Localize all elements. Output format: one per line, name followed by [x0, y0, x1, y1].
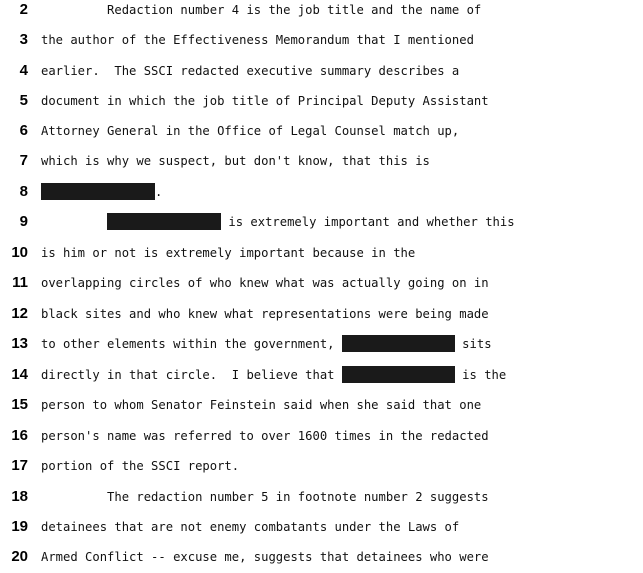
line-number: 8: [19, 183, 28, 200]
line-text: [41, 390, 481, 420]
line-number: 6: [19, 122, 28, 139]
redaction-bar: [41, 183, 155, 200]
text-segment: The redaction number 5 in footnote number 2 suggests: [41, 490, 489, 504]
redaction-bar: [342, 335, 455, 352]
redaction-bar: [107, 213, 221, 230]
text-segment: Redaction number 4 is the job title and the name of: [41, 3, 482, 17]
line-text: [41, 25, 474, 55]
line-text: [41, 56, 459, 86]
line-number: 9: [19, 213, 28, 230]
transcript-line: [0, 268, 643, 298]
text-segment: detainees that are not enemy combatants under the Laws of: [41, 520, 460, 534]
line-text: [41, 0, 481, 25]
line-number: 14: [11, 366, 28, 383]
transcript-line: [0, 360, 643, 390]
line-text: [41, 451, 239, 481]
line-number: 11: [12, 274, 28, 291]
line-text: [41, 329, 492, 359]
line-number: 10: [11, 244, 28, 261]
text-segment: .: [155, 185, 163, 199]
text-segment: person's name was referred to over 1600 times in the redacted: [41, 429, 489, 443]
text-segment: Armed Conflict -- excuse me, suggests that detainees who were: [41, 550, 489, 564]
line-text: [41, 542, 489, 572]
text-segment: overlapping circles of who knew what was actually going on in: [41, 276, 489, 290]
line-text: [41, 177, 162, 207]
text-segment: which is why we suspect, but don't know, that this is: [41, 154, 430, 168]
transcript-line: [0, 0, 643, 25]
line-text: [41, 238, 415, 268]
line-number: 2: [19, 1, 28, 18]
line-number: 19: [11, 518, 28, 535]
line-text: [41, 116, 459, 146]
text-segment: sits: [454, 337, 492, 351]
transcript-line: [0, 207, 643, 237]
transcript-line: [0, 56, 643, 86]
transcript-line: [0, 512, 643, 542]
transcript-line: [0, 177, 643, 207]
transcript-line: [0, 86, 643, 116]
text-segment: black sites and who knew what representations were being made: [41, 307, 489, 321]
line-number: 17: [11, 457, 28, 474]
transcript-line: [0, 299, 643, 329]
line-number: 7: [19, 152, 28, 169]
text-segment: [41, 215, 107, 229]
text-segment: the author of the Effectiveness Memorandum that I mentioned: [41, 33, 474, 47]
text-segment: to other elements within the government,: [41, 337, 342, 351]
transcript-line: [0, 482, 643, 512]
line-number: 20: [11, 548, 28, 565]
line-text: [41, 512, 459, 542]
transcript-line: [0, 329, 643, 359]
line-number: 12: [11, 305, 28, 322]
text-segment: directly in that circle. I believe that: [41, 368, 342, 382]
line-number: 15: [11, 396, 28, 413]
text-segment: is him or not is extremely important because in the: [41, 246, 416, 260]
transcript-line: [0, 451, 643, 481]
line-text: [41, 268, 489, 298]
line-text: [41, 146, 430, 176]
line-text: [41, 207, 515, 237]
line-text: [41, 421, 489, 451]
line-text: [41, 299, 489, 329]
line-number: 16: [11, 427, 28, 444]
text-segment: is extremely important and whether this: [221, 215, 515, 229]
transcript-line: [0, 25, 643, 55]
transcript-line: [0, 238, 643, 268]
line-number: 18: [11, 488, 28, 505]
line-number: 5: [19, 92, 28, 109]
text-segment: earlier. The SSCI redacted executive summary describes a: [41, 64, 460, 78]
text-segment: person to whom Senator Feinstein said when she said that one: [41, 398, 482, 412]
line-number: 3: [19, 31, 28, 48]
transcript-line: [0, 390, 643, 420]
line-text: [41, 482, 489, 512]
line-text: [41, 360, 506, 390]
line-text: [41, 86, 489, 116]
redaction-bar: [342, 366, 455, 383]
text-segment: document in which the job title of Principal Deputy Assistant: [41, 94, 489, 108]
line-number: 4: [19, 62, 28, 79]
transcript-line: [0, 146, 643, 176]
transcript-line: [0, 421, 643, 451]
text-segment: portion of the SSCI report.: [41, 459, 240, 473]
line-number: 13: [11, 335, 28, 352]
transcript-line: [0, 116, 643, 146]
text-segment: is the: [454, 368, 507, 382]
text-segment: Attorney General in the Office of Legal Counsel match up,: [41, 124, 460, 138]
transcript-line: [0, 542, 643, 572]
